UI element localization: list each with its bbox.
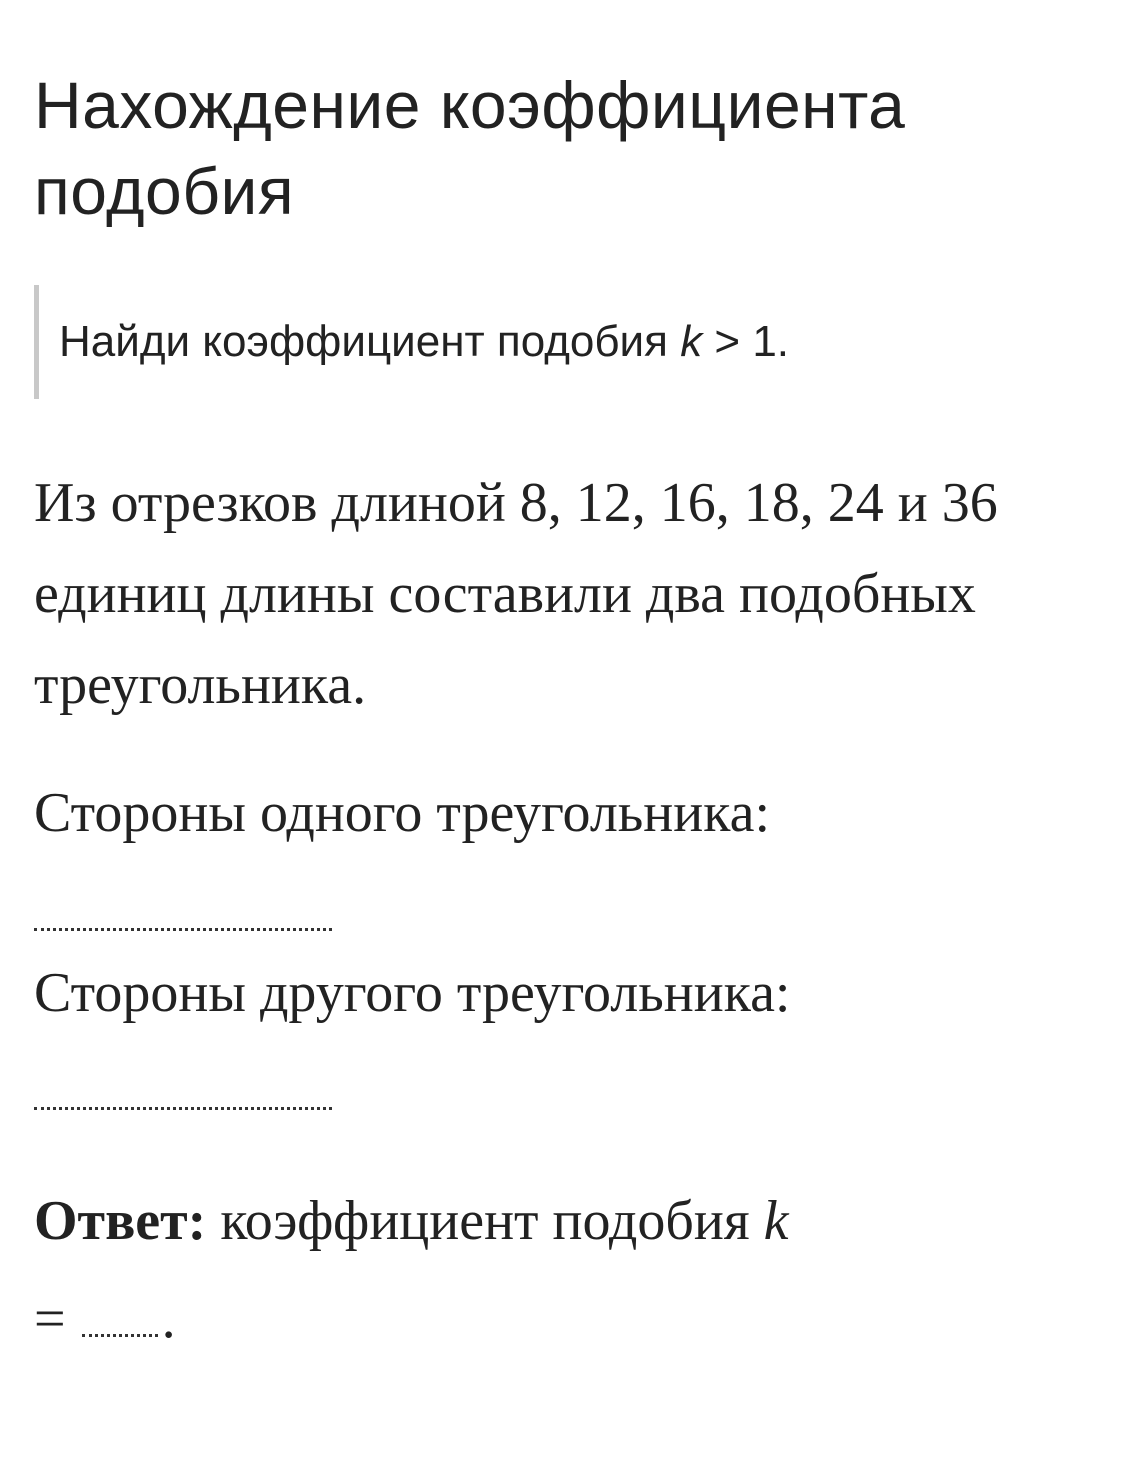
triangle2-answer-field[interactable]: [34, 1107, 332, 1110]
instruction-condition: > 1.: [702, 317, 790, 366]
instruction-variable: k: [680, 317, 703, 366]
problem-text: Из отрезков длиной 8, 12, 16, 18, 24 и 36 единиц длины составили два подобных треугольника.: [34, 472, 998, 716]
answer-end: .: [161, 1288, 176, 1350]
answer-line: [34, 1186, 788, 1256]
triangle2-label: Стороны другого треугольника:: [34, 962, 791, 1024]
instruction-text: Найди коэффициент подобия: [59, 317, 681, 366]
answer-variable: k: [763, 1190, 789, 1252]
page-title: Нахождение коэффициента подобия: [34, 68, 906, 228]
coefficient-answer-field[interactable]: [82, 1334, 158, 1337]
triangle1-label: Стороны одного треугольника:: [34, 782, 771, 844]
answer-label: Ответ:: [34, 1190, 207, 1252]
answer-equals: =: [34, 1288, 66, 1350]
answer-value-line: [34, 1284, 176, 1354]
answer-text: коэффициент подобия: [206, 1190, 764, 1252]
instruction-block: [34, 285, 1034, 399]
triangle1-answer-field[interactable]: [34, 928, 332, 931]
